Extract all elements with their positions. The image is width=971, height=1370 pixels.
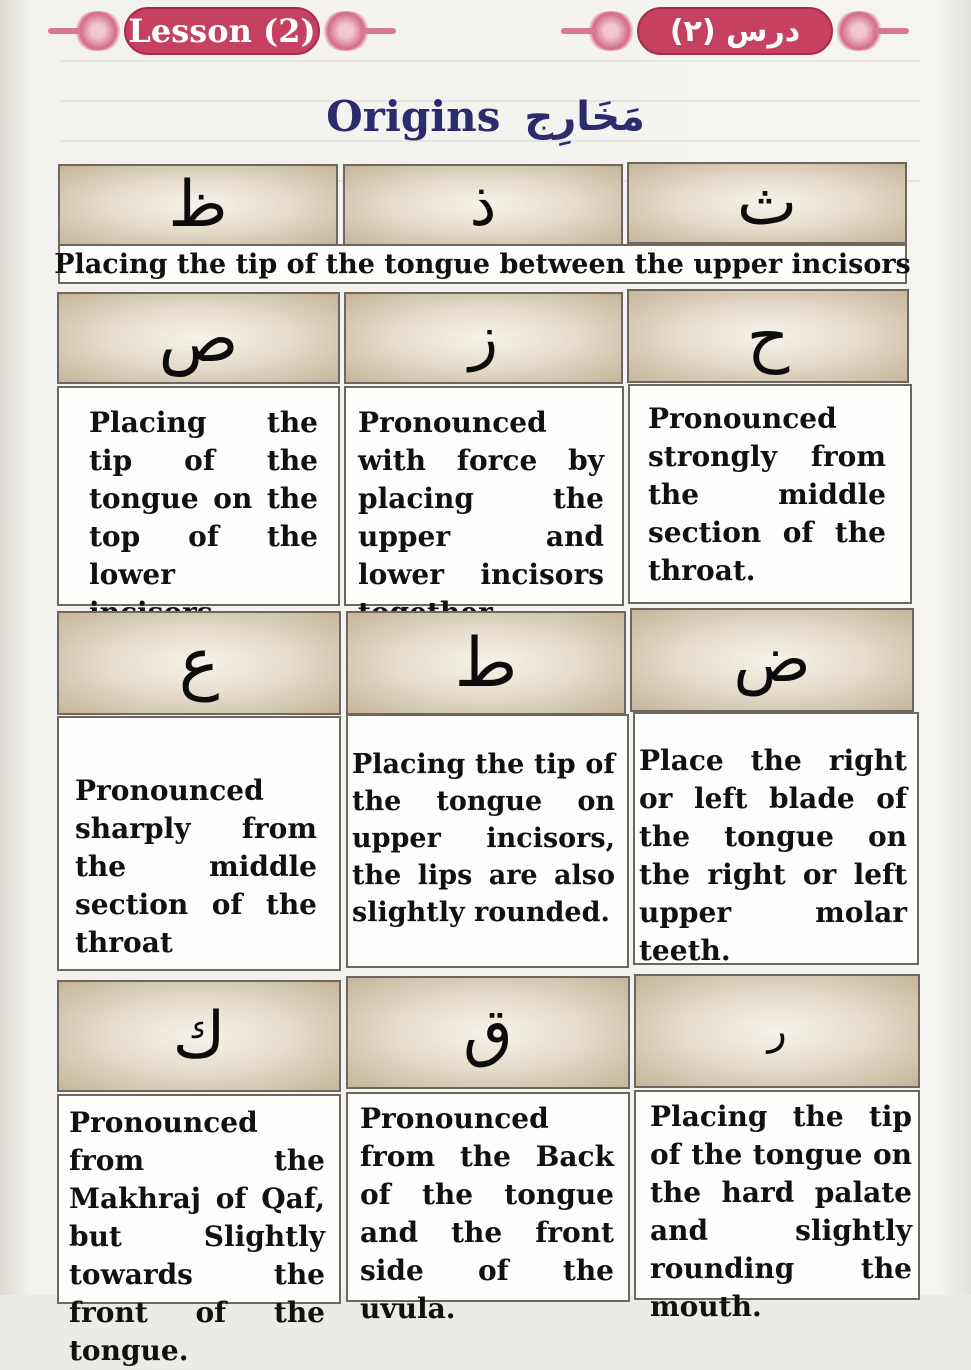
ornament-icon xyxy=(585,11,637,51)
arabic-letter: ق xyxy=(463,995,513,1070)
description-cell xyxy=(634,1090,920,1323)
letter-cell xyxy=(57,611,341,715)
arabic-letter: ص xyxy=(158,299,239,377)
description-cell xyxy=(346,1092,630,1325)
lesson-banner-arabic xyxy=(578,6,892,56)
arabic-letter: ع xyxy=(178,623,220,703)
lesson-banner xyxy=(62,6,382,56)
description-text: Pronounced sharply from the middle section of the throat xyxy=(75,774,317,959)
description-text: Pronounced from the Makhraj of Qaf, but Slightly towards the front of the tongue. xyxy=(69,1106,325,1367)
letter-cell xyxy=(57,980,341,1092)
description-text: Pronounced with force by placing the upper and lower incisors xyxy=(358,406,604,591)
description-text: Placing the tip of the tongue on the hard palate and slightly rounding the mouth. xyxy=(650,1100,912,1323)
letter-cell xyxy=(630,608,914,712)
letter-cell xyxy=(627,162,907,244)
title-english: Origins xyxy=(326,92,501,141)
description-text: Placing the tip of the tongue on upper incisors, the lips are also slightly rounded. xyxy=(352,749,615,928)
page-title xyxy=(0,92,971,141)
title-arabic: مَخَارِج xyxy=(524,93,645,140)
arabic-letter: ط xyxy=(454,623,518,703)
shared-description-text: Placing the tip of the tongue between the upper incisors xyxy=(54,248,911,280)
arabic-letter: ذ xyxy=(469,170,497,240)
arabic-letter: ك xyxy=(172,999,226,1073)
lesson-label: Lesson (2) xyxy=(124,7,320,55)
ornament-icon xyxy=(72,11,124,51)
description-text: Pronounced strongly from the middle section of the throat. xyxy=(648,402,886,587)
letter-cell xyxy=(634,974,920,1088)
description-cell xyxy=(628,384,912,604)
description-cell xyxy=(57,716,341,971)
letter-cell xyxy=(343,164,623,246)
letter-cell xyxy=(346,976,630,1089)
arabic-letter: ظ xyxy=(168,168,228,242)
arabic-letter: ز xyxy=(469,303,498,373)
letter-cell xyxy=(58,164,338,246)
arabic-letter: ث xyxy=(736,166,798,240)
description-cell xyxy=(346,714,629,968)
ornament-icon xyxy=(833,11,885,51)
lesson-label-arabic: درس (٢) xyxy=(637,7,833,55)
description-text: Place the right or left blade of the tongue on the right or left upper molar teeth. xyxy=(639,744,907,967)
description-cell xyxy=(344,386,624,606)
shared-description xyxy=(54,244,911,284)
arabic-letter: ح xyxy=(746,297,790,375)
ornament-icon xyxy=(320,11,372,51)
description-cell xyxy=(57,386,340,606)
letter-cell xyxy=(344,292,623,384)
description-cell xyxy=(633,712,919,965)
description-text: Placing the tip of the tongue on the top of the lower xyxy=(89,406,318,591)
description-cell xyxy=(57,1094,341,1367)
letter-cell xyxy=(346,611,626,715)
letter-cell xyxy=(627,289,909,383)
letter-cell xyxy=(57,292,340,384)
arabic-letter: ض xyxy=(733,623,811,697)
arabic-letter: ر xyxy=(767,1008,787,1054)
description-text: Pronounced from the Back of the tongue and the front side of the uvula. xyxy=(360,1102,614,1325)
